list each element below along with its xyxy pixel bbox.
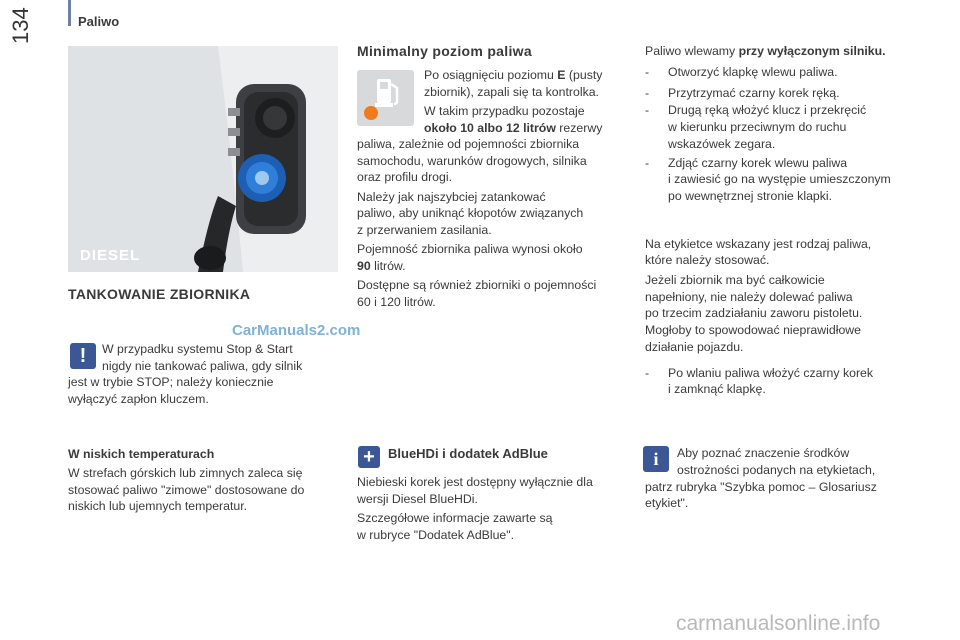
low-temp-line: stosować paliwo "zimowe" dostosowane do bbox=[68, 483, 305, 497]
min-fuel-heading: Minimalny poziom paliwa bbox=[357, 43, 532, 59]
low-temp-heading: W niskich temperaturach bbox=[68, 447, 215, 461]
remain-line: samochodu, warunków drogowych, silnika bbox=[357, 154, 587, 168]
step-3: wskazówek zegara. bbox=[668, 137, 776, 151]
warning-line: jest w trybie STOP; należy koniecznie bbox=[68, 375, 274, 389]
tanks-line: 60 i 120 litrów. bbox=[357, 295, 436, 309]
step-4: i zawiesić go na występie umieszczonym bbox=[668, 172, 891, 186]
full-tank-line: działanie pojazdu. bbox=[645, 340, 744, 354]
step-2: Przytrzymać czarny korek ręką. bbox=[668, 86, 840, 100]
step-1: Otworzyć klapkę wlewu paliwa. bbox=[668, 65, 838, 79]
reach-level-line: Po osiągnięciu poziomu E (pusty bbox=[424, 68, 603, 82]
full-tank-line: po trzecim zadziałaniu zaworu pistoletu. bbox=[645, 306, 863, 320]
section-title: Paliwo bbox=[78, 14, 120, 29]
full-tank-line: Mogłoby to spowodować nieprawidłowe bbox=[645, 323, 862, 337]
fuel-filler-illustration bbox=[68, 46, 338, 272]
page-number: 134 bbox=[8, 7, 33, 44]
info-line: Aby poznać znaczenie środków bbox=[677, 446, 850, 460]
remain-line: paliwa, zależnie od pojemności zbiornika bbox=[357, 137, 580, 151]
step-4: po wewnętrznej stronie klapki. bbox=[668, 189, 833, 203]
full-tank-line: Jeżeli zbiornik ma być całkowicie bbox=[645, 273, 825, 287]
label-line: które należy stosować. bbox=[645, 253, 770, 267]
warning-line: wyłączyć zapłon kluczem. bbox=[68, 392, 209, 406]
exclamation-icon: ! bbox=[70, 343, 96, 369]
info-line: ostrożności podanych na etykietach, bbox=[677, 463, 876, 477]
remain-line: około 10 albo 12 litrów rezerwy bbox=[424, 121, 603, 135]
bluehdi-line: wersji Diesel BlueHDi. bbox=[357, 492, 478, 506]
warning-line: nigdy nie tankować paliwa, gdy silnik bbox=[102, 359, 303, 373]
capacity-line: Pojemność zbiornika paliwa wynosi około bbox=[357, 242, 583, 256]
fuel-filler-photo bbox=[68, 46, 338, 272]
step-3: w kierunku przeciwnym do ruchu bbox=[668, 120, 847, 134]
bluehdi-heading: BlueHDi i dodatek AdBlue bbox=[388, 446, 548, 461]
tank-heading: TANKOWANIE ZBIORNIKA bbox=[68, 286, 251, 302]
details-line: Szczegółowe informacje zawarte są bbox=[357, 511, 553, 525]
fuel-pump-icon bbox=[357, 70, 414, 126]
refill-line: paliwo, aby uniknąć kłopotów związanych bbox=[357, 206, 584, 220]
full-tank-line: napełniony, nie należy dolewać paliwa bbox=[645, 290, 853, 304]
reach-level-line: zbiornik), zapali się ta kontrolka. bbox=[424, 85, 599, 99]
refill-line: Należy jak najszybciej zatankować bbox=[357, 190, 546, 204]
capacity-line: 90 litrów. bbox=[357, 259, 406, 273]
low-temp-line: W strefach górskich lub zimnych zaleca się bbox=[68, 466, 303, 480]
step-3: Drugą ręką włożyć klucz i przekręcić bbox=[668, 103, 867, 117]
watermark-carmanualsonline[interactable]: carmanualsonline.info bbox=[676, 612, 881, 635]
info-line: patrz rubryka "Szybka pomoc – Glosariusz bbox=[645, 480, 877, 494]
step-4: Zdjąć czarny korek wlewu paliwa bbox=[668, 156, 848, 170]
details-line: w rubryce "Dodatek AdBlue". bbox=[357, 528, 515, 542]
step-5: Po wlaniu paliwa włożyć czarny korek bbox=[668, 366, 874, 380]
info-line: etykiet". bbox=[645, 496, 689, 510]
plus-icon: + bbox=[358, 446, 380, 468]
intro-line: Paliwo wlewamy przy wyłączonym silniku. bbox=[645, 44, 886, 58]
bluehdi-line: Niebieski korek jest dostępny wyłącznie dla bbox=[357, 475, 593, 489]
warning-line: W przypadku systemu Stop & Start bbox=[102, 342, 293, 356]
header-accent-bar bbox=[68, 0, 71, 26]
refill-line: z przerwaniem zasilania. bbox=[357, 223, 492, 237]
info-icon: i bbox=[643, 446, 669, 472]
low-temp-line: niskich lub ujemnych temperatur. bbox=[68, 499, 248, 513]
photo-label-diesel: DIESEL bbox=[80, 247, 141, 264]
step-5: i zamknąć klapkę. bbox=[668, 382, 766, 396]
remain-line: W takim przypadku pozostaje bbox=[424, 104, 585, 118]
tanks-line: Dostępne są również zbiorniki o pojemności bbox=[357, 278, 597, 292]
watermark-carmanuals2[interactable]: CarManuals2.com bbox=[232, 322, 361, 339]
remain-line: oraz profilu drogi. bbox=[357, 170, 453, 184]
label-line: Na etykietce wskazany jest rodzaj paliwa, bbox=[645, 237, 872, 251]
